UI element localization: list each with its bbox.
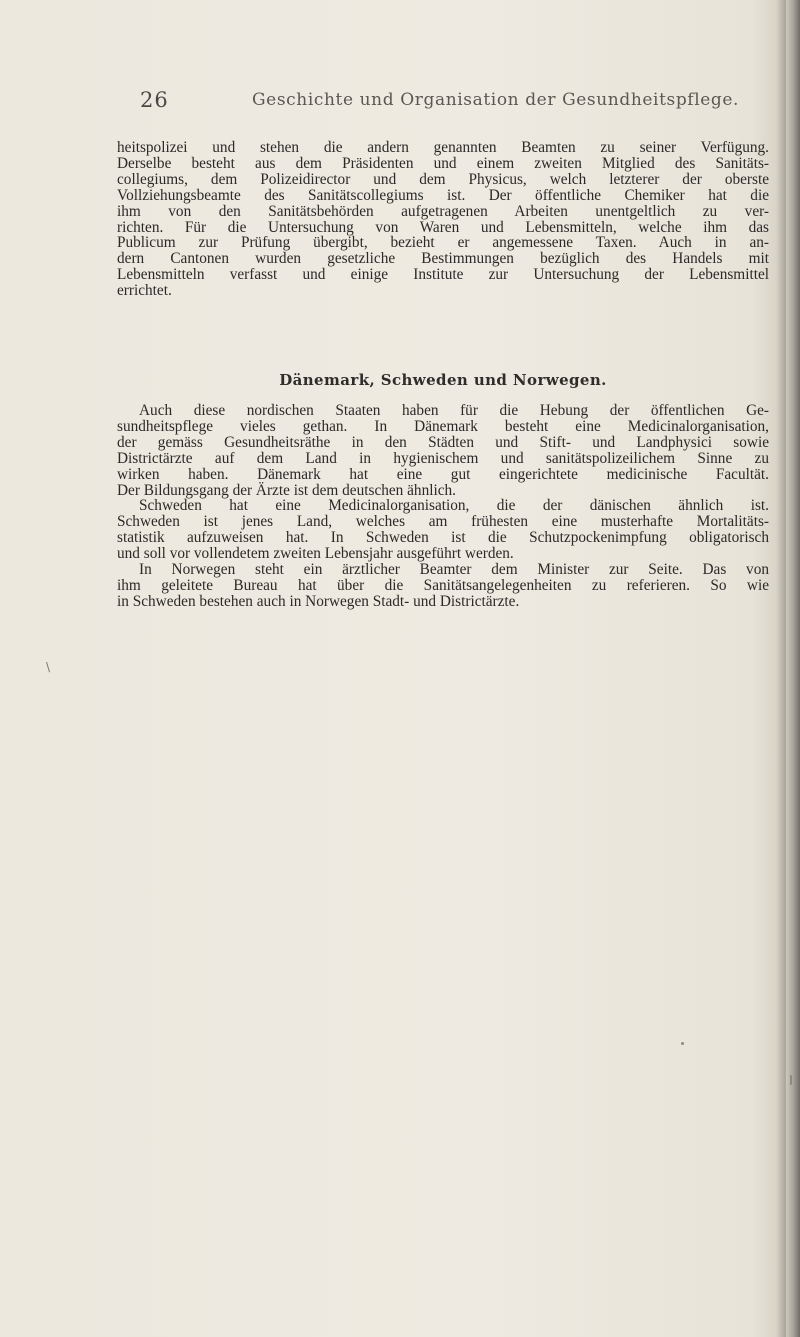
text-line: sundheitspflege vieles gethan. In Dänemark besteht eine Medicinalorganisation, <box>117 417 769 435</box>
paragraph-sweden <box>117 498 769 562</box>
text-line: Vollziehungsbeamte des Sanitätscollegiums ist. Der öffentliche Chemiker hat die <box>117 186 769 204</box>
page-header <box>140 88 740 118</box>
text-line: collegiums, dem Polizeidirector und dem Physicus, welch letzterer der oberste <box>117 170 769 188</box>
text-line: der gemäss Gesundheitsräthe in den Städten und Stift- und Landphysici sowie <box>117 433 769 451</box>
running-title: Geschichte und Organisation der Gesundheitspflege. <box>252 90 740 110</box>
text-line: Auch diese nordischen Staaten haben für die Hebung der öffentlichen Ge- <box>139 402 769 419</box>
text-line: In Norwegen steht ein ärztlicher Beamter dem Minister zur Seite. Das von <box>139 561 769 579</box>
page-edge-shadow <box>786 0 800 1337</box>
text-line: Schweden ist jenes Land, welches am frühesten eine musterhafte Mortalitäts- <box>117 513 769 531</box>
text-line: Lebensmitteln verfasst und einige Institute zur Untersuchung der Lebensmittel <box>117 266 769 284</box>
paper-speck <box>790 1075 792 1085</box>
text-line: richten. Für die Untersuchung von Waren und Lebensmitteln, welche ihm das <box>117 218 769 236</box>
paragraph-zurich <box>117 140 769 299</box>
text-line: dern Cantonen wurden gesetzliche Bestimmungen bezüglich des Handels mit <box>117 250 769 268</box>
text-line: in Schweden bestehen auch in Norwegen Stadt- und Districtärzte. <box>117 592 520 610</box>
section-heading: Dänemark, Schweden und Norwegen. <box>279 371 607 389</box>
text-line: wirken haben. Dänemark hat eine gut eingerichtete medicinische Facultät. <box>117 465 769 483</box>
paragraph-norway <box>117 562 769 610</box>
paper-speck <box>681 1042 684 1045</box>
page-number: 26 <box>140 88 169 112</box>
text-line: Derselbe besteht aus dem Präsidenten und einem zweiten Mitglied des Sanitäts- <box>117 154 769 172</box>
text-line: Schweden hat eine Medicinalorganisation, die der dänischen ähnlich ist. <box>139 497 769 515</box>
text-line: Der Bildungsgang der Ärzte ist dem deutschen ähnlich. <box>117 481 456 499</box>
stray-mark: \ <box>46 660 51 674</box>
section-body <box>117 403 769 610</box>
paragraph-denmark <box>117 403 769 498</box>
text-line: heitspolizei und stehen die andern genannten Beamten zu seiner Verfügung. <box>117 139 769 156</box>
text-line: und soll vor vollendetem zweiten Lebensjahr ausgeführt werden. <box>117 545 514 563</box>
text-line: ihm von den Sanitätsbehörden aufgetragenen Arbeiten unentgeltlich zu ver- <box>117 202 769 220</box>
text-line: statistik aufzuweisen hat. In Schweden ist die Schutzpockenimpfung obligatorisch <box>117 529 769 547</box>
text-line: ihm geleitete Bureau hat über die Sanitätsangelegenheiten zu referieren. So wie <box>117 576 769 594</box>
text-line: Districtärzte auf dem Land in hygienischem und sanitätspolizeilichem Sinne zu <box>117 449 769 467</box>
text-line: errichtet. <box>117 282 172 300</box>
text-line: Publicum zur Prüfung übergibt, bezieht er angemessene Taxen. Auch in an- <box>117 234 769 252</box>
